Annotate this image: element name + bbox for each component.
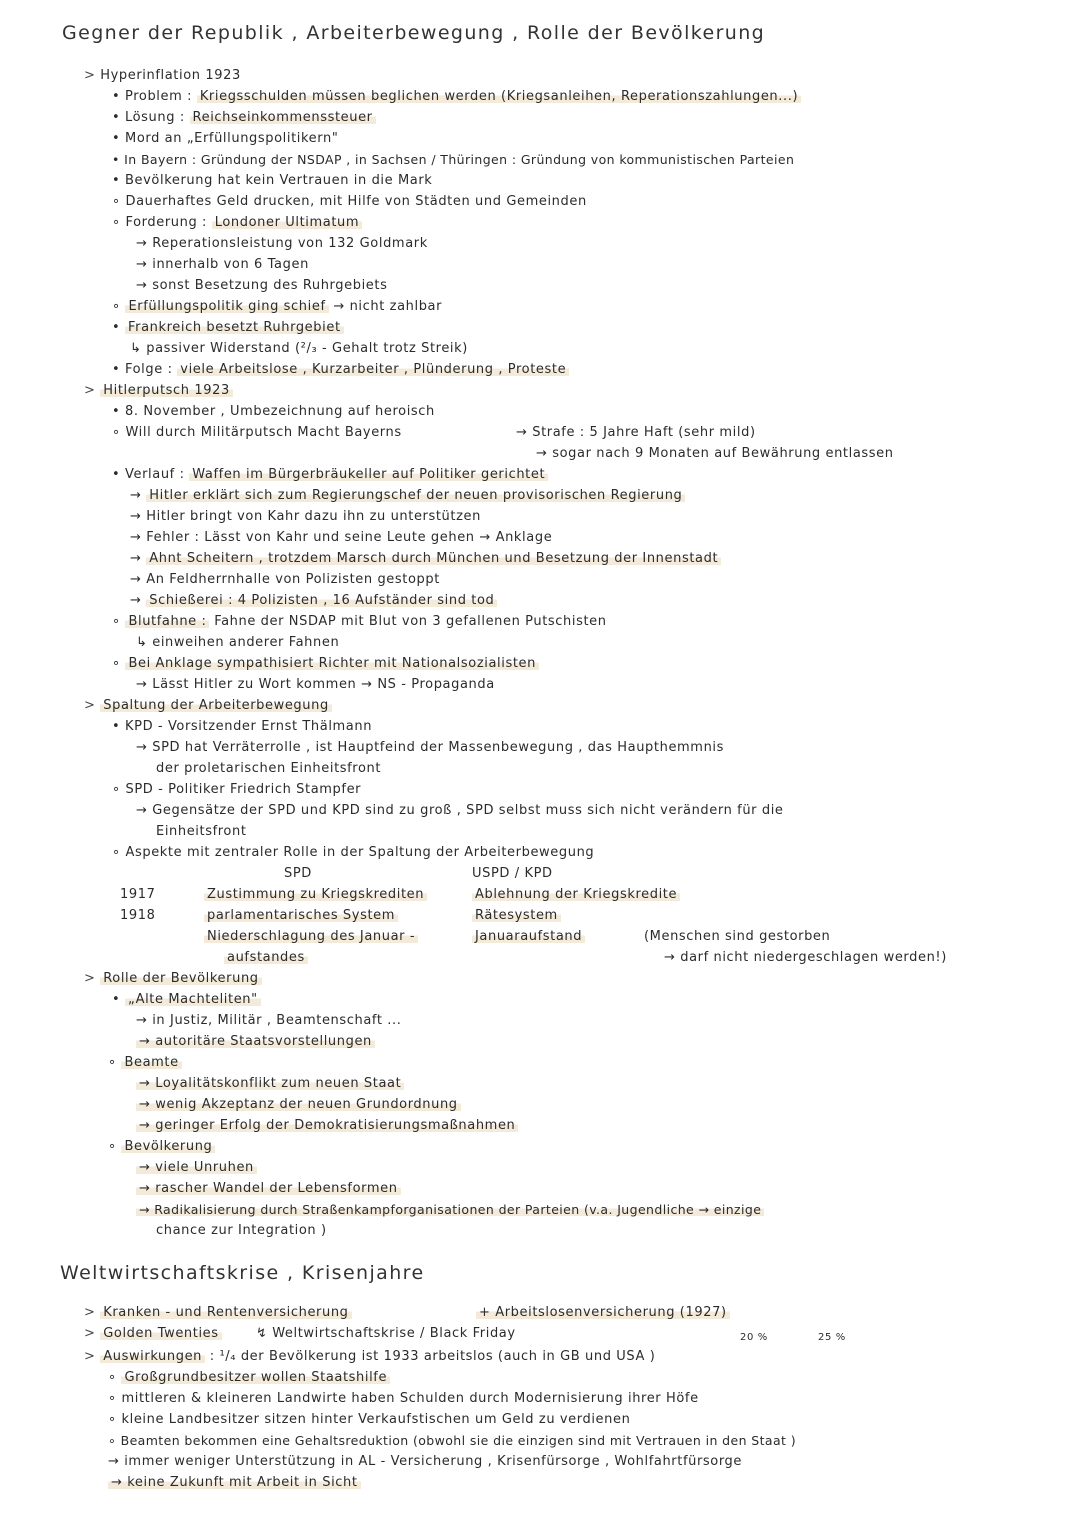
menschen-note: (Menschen sind gestorben (644, 929, 831, 944)
beamte-line: ∘ Beamte (108, 1055, 182, 1071)
widerstand-line: ↳ passiver Widerstand (²/₃ - Gehalt trotz Streik) (130, 341, 468, 356)
column-header-uspd: USPD / KPD (472, 866, 553, 881)
section-heading-republik: Gegner der Republik , Arbeiterbewegung , Rolle der Bevölkerung (62, 22, 766, 44)
table-cell-spd-cont: aufstandes (224, 950, 308, 966)
table-cell-spd: parlamentarisches System (204, 908, 398, 924)
bevoelkerung-item-cont: chance zur Integration ) (156, 1223, 327, 1238)
folge-line: • Folge : viele Arbeitslose , Kurzarbeiter , Plünderung , Proteste (112, 362, 569, 378)
problem-line: • Problem : Kriegsschulden müssen beglichen werden (Kriegsanleihen, Reperationszahlungen...) (112, 89, 801, 105)
spaltung-heading: > Spaltung der Arbeiterbewegung (84, 698, 332, 714)
section-heading-weltwirtschaftskrise: Weltwirtschaftskrise , Krisenjahre (60, 1262, 425, 1284)
verlauf-item: → Hitler bringt von Kahr dazu ihn zu unterstützen (130, 509, 481, 524)
verlauf-item: → Fehler : Lässt von Kahr und seine Leute gehen → Anklage (130, 530, 553, 545)
bevoelkerung-item: → viele Unruhen (136, 1160, 257, 1176)
table-cell-uspd: Ablehnung der Kriegskredite (472, 887, 680, 903)
auswirkung-item: ∘ Beamten bekommen eine Gehaltsreduktion (obwohl sie die einzigen sind mit Vertrauen in den Staat ) (108, 1433, 796, 1448)
hitlerputsch-heading: > Hitlerputsch 1923 (84, 383, 233, 399)
forderung-item: → innerhalb von 6 Tagen (136, 257, 309, 272)
blutfahne-line: ∘ Blutfahne : Fahne der NSDAP mit Blut von 3 gefallenen Putschisten (112, 614, 607, 629)
machteliten-line: • „Alte Machteliten" (112, 992, 261, 1008)
kpd-sub-line: → SPD hat Verräterrolle , ist Hauptfeind der Massenbewegung , das Haupthemmnis (136, 740, 724, 755)
table-row-year: 1918 (120, 908, 156, 923)
table-cell-spd: Zustimmung zu Kriegskrediten (204, 887, 427, 903)
verlauf-item: → Ahnt Scheitern , trotzdem Marsch durch München und Besetzung der Innenstadt (130, 551, 721, 567)
einweihen-line: ↳ einweihen anderer Fahnen (136, 635, 340, 650)
bevoelkerung-item: → Radikalisierung durch Straßenkampforganisationen der Parteien (v.a. Jugendliche → einzige (136, 1202, 764, 1218)
erfuellung-line: ∘ Erfüllungspolitik ging schief → nicht zahlbar (112, 299, 443, 314)
vertrauen-line: • Bevölkerung hat kein Vertrauen in die Mark (112, 173, 433, 188)
anklage-line: ∘ Bei Anklage sympathisiert Richter mit Nationalsozialisten (112, 656, 539, 672)
mord-line: • Mord an „Erfüllungspolitikern" (112, 131, 339, 146)
kpd-line: • KPD - Vorsitzender Ernst Thälmann (112, 719, 373, 734)
bevoelkerung-item: → rascher Wandel der Lebensformen (136, 1181, 401, 1197)
spd-sub-line: Einheitsfront (156, 824, 247, 839)
menschen-note-sub: → darf nicht niedergeschlagen werden!) (664, 950, 947, 965)
spd-line: ∘ SPD - Politiker Friedrich Stampfer (112, 782, 362, 797)
golden-crisis: ↯ Weltwirtschaftskrise / Black Friday (256, 1326, 516, 1341)
spd-sub-line: → Gegensätze der SPD und KPD sind zu groß , SPD selbst muss sich nicht verändern für die (136, 803, 784, 818)
table-cell-uspd: Rätesystem (472, 908, 561, 924)
beamte-item: → wenig Akzeptanz der neuen Grundordnung (136, 1097, 461, 1113)
table-cell-spd: Niederschlagung des Januar - (204, 929, 418, 945)
verlauf-item: → Hitler erklärt sich zum Regierungschef der neuen provisorischen Regierung (130, 488, 685, 504)
auswirkungen-line: > Auswirkungen : ¹/₄ der Bevölkerung ist 1933 arbeitslos (auch in GB und USA ) (84, 1349, 656, 1364)
verlauf-item: → Schießerei : 4 Polizisten , 16 Aufständer sind tod (130, 593, 497, 609)
table-row-year: 1917 (120, 887, 156, 902)
bayern-line: • In Bayern : Gründung der NSDAP , in Sachsen / Thüringen : Gründung von kommunistischen Parteien (112, 152, 795, 167)
kranken-line: > Kranken - und Rentenversicherung (84, 1305, 352, 1321)
column-header-spd: SPD (284, 866, 312, 881)
frankreich-line: • Frankreich besetzt Ruhrgebiet (112, 320, 344, 336)
auswirkung-item: ∘ mittleren & kleineren Landwirte haben Schulden durch Modernisierung ihrer Höfe (108, 1391, 699, 1406)
aspekte-line: ∘ Aspekte mit zentraler Rolle in der Spaltung der Arbeiterbewegung (112, 845, 595, 860)
forderung-line: ∘ Forderung : Londoner Ultimatum (112, 215, 362, 231)
forderung-item: → Reperationsleistung von 132 Goldmark (136, 236, 428, 251)
zukunft-line: → keine Zukunft mit Arbeit in Sicht (108, 1475, 361, 1491)
percent-usa: 25 % (818, 1332, 846, 1343)
verlauf-line: • Verlauf : Waffen im Bürgerbräukeller auf Politiker gerichtet (112, 467, 548, 483)
hyperinflation-heading: > Hyperinflation 1923 (84, 68, 241, 83)
loesung-line: • Lösung : Reichseinkommenssteuer (112, 110, 376, 126)
weniger-line: → immer weniger Unterstützung in AL - Versicherung , Krisenfürsorge , Wohlfahrtfürsorge (108, 1454, 742, 1469)
bevoelkerung-line: ∘ Bevölkerung (108, 1139, 215, 1155)
geld-line: ∘ Dauerhaftes Geld drucken, mit Hilfe von Städten und Gemeinden (112, 194, 587, 209)
november-line: • 8. November , Umbezeichnung auf heroisch (112, 404, 435, 419)
macht-line: ∘ Will durch Militärputsch Macht Bayerns (112, 425, 402, 440)
table-cell-uspd: Januaraufstand (472, 929, 585, 945)
golden-line: > Golden Twenties (84, 1326, 222, 1342)
strafe-line: → Strafe : 5 Jahre Haft (sehr mild) (516, 425, 756, 440)
percent-gb: 20 % (740, 1332, 768, 1343)
beamte-item: → geringer Erfolg der Demokratisierungsmaßnahmen (136, 1118, 518, 1134)
machteliten-item: → autoritäre Staatsvorstellungen (136, 1034, 375, 1050)
wort-line: → Lässt Hitler zu Wort kommen → NS - Propaganda (136, 677, 495, 692)
auswirkung-item: ∘ Großgrundbesitzer wollen Staatshilfe (108, 1370, 390, 1386)
bewaehrung-line: → sogar nach 9 Monaten auf Bewährung entlassen (536, 446, 894, 461)
auswirkung-item: ∘ kleine Landbesitzer sitzen hinter Verkaufstischen um Geld zu verdienen (108, 1412, 631, 1427)
verlauf-item: → An Feldherrnhalle von Polizisten gestoppt (130, 572, 440, 587)
forderung-item: → sonst Besetzung des Ruhrgebiets (136, 278, 388, 293)
beamte-item: → Loyalitätskonflikt zum neuen Staat (136, 1076, 404, 1092)
kranken-plus: + Arbeitslosenversicherung (1927) (476, 1305, 730, 1321)
machteliten-item: → in Justiz, Militär , Beamtenschaft ... (136, 1013, 402, 1028)
kpd-sub-line: der proletarischen Einheitsfront (156, 761, 382, 776)
rolle-heading: > Rolle der Bevölkerung (84, 971, 262, 987)
